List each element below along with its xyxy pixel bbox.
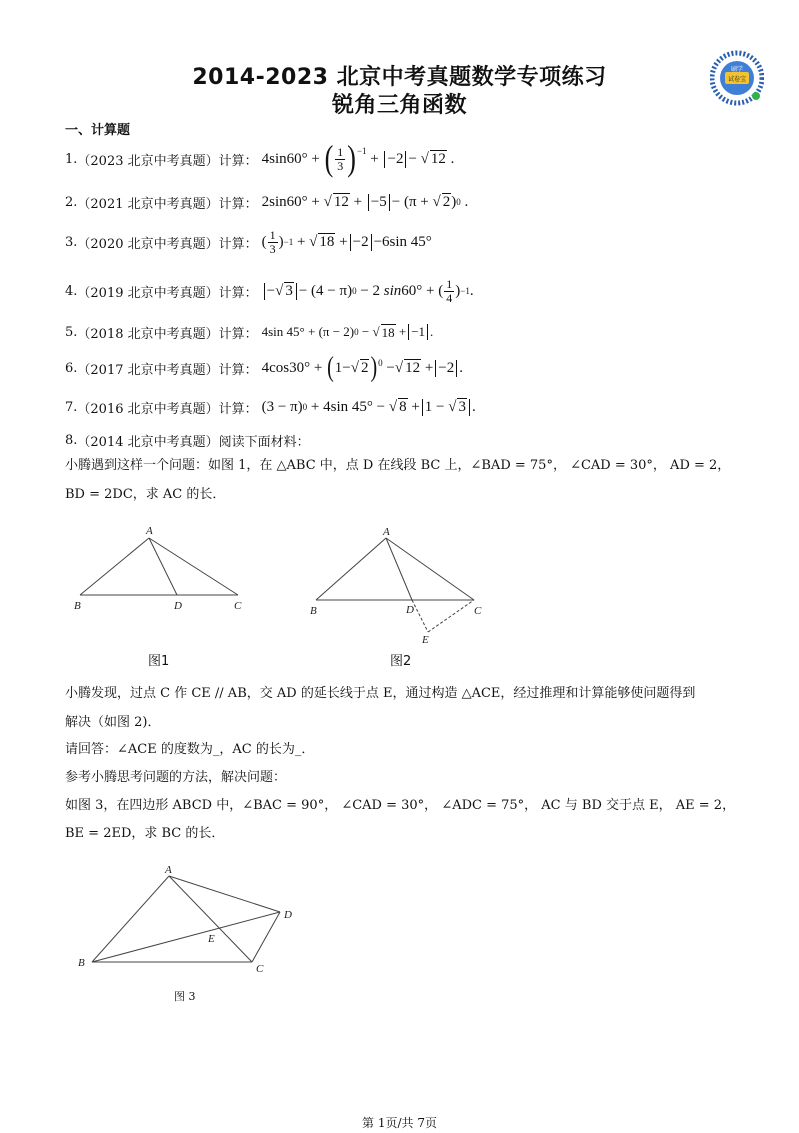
question-source: （2014 北京中考真题）阅读下面材料：: [77, 434, 310, 450]
label-E: E: [422, 634, 429, 646]
document-title-line2: 锐角三角函数: [331, 93, 467, 118]
question-source: （2019 北京中考真题）计算：: [77, 285, 258, 301]
label-B: B: [310, 605, 317, 617]
qr-code-badge[interactable]: [710, 48, 764, 112]
math-expression: −√ 3 − (4 − π) 0 − 2 sin 60° + ( $\frac{1}{4}$ ) −1 .: [262, 278, 474, 305]
question-3: [65, 227, 432, 257]
question-number: 7.: [65, 399, 78, 415]
label-A: A: [165, 864, 172, 876]
question-source: （2021 北京中考真题）计算：: [77, 196, 258, 212]
question-source: （2023 北京中考真题）计算：: [77, 153, 258, 169]
label-A: A: [383, 526, 390, 538]
figure-2: [306, 522, 506, 652]
label-D: D: [284, 909, 292, 921]
q8-paragraph-5a: 如图 3，在四边形 ABCD 中，∠BAC = 90°， ∠CAD = 30°， ∠ADC = 75°， AC 与 BD 交于点 E， AE = 2，: [65, 798, 736, 813]
question-source: （2016 北京中考真题）计算：: [77, 401, 258, 417]
math-expression: ( $\frac{1}{3}$ ) −1 + √ 18 + −2 −6sin 45°: [261, 227, 432, 256]
label-A: A: [146, 525, 153, 537]
section-heading: 一、计算题: [65, 123, 131, 138]
figure-2-caption: 图2: [390, 654, 412, 669]
q8-paragraph-2b: 解决（如图 2)．: [65, 715, 161, 730]
label-D: D: [174, 600, 182, 612]
question-number: 5.: [65, 324, 78, 340]
q8-paragraph-3: 请回答：∠ACE 的度数为_，AC 的长为_．: [65, 742, 315, 757]
q8-paragraph-4: 参考小腾思考问题的方法，解决问题：: [65, 770, 287, 785]
svg-text:刷学: 刷学: [730, 66, 744, 73]
question-source: （2018 北京中考真题）计算：: [77, 326, 258, 342]
svg-text:试卷宝: 试卷宝: [727, 76, 747, 83]
question-number: 8.: [65, 432, 78, 448]
label-C: C: [256, 963, 264, 975]
question-number: 4.: [65, 283, 78, 299]
label-B: B: [74, 600, 81, 612]
q8-paragraph-1a: 小腾遇到这样一个问题：如图 1，在 △ABC 中，点 D 在线段 BC 上，∠BAD = 75°， ∠CAD = 30°， AD = 2，: [65, 458, 731, 473]
label-E: E: [208, 933, 215, 945]
q8-paragraph-1b: BD = 2DC，求 AC 的长．: [65, 487, 226, 502]
question-6: [65, 353, 463, 383]
math-expression: (3 − π) 0 + 4sin 45° − √ 8 + 1 − √ 3 .: [261, 398, 476, 415]
question-5: [65, 317, 433, 347]
label-D: D: [406, 604, 414, 616]
label-C: C: [234, 600, 242, 612]
question-number: 6.: [65, 360, 78, 376]
page-footer: 第 1页/共 7页: [362, 1116, 437, 1130]
math-expression: 4sin60° + ( $\frac{1}{3}$ ) $^{-1}$ + −2 − √ 12 .: [261, 138, 455, 179]
question-7: [65, 392, 476, 422]
figure-3: [72, 860, 312, 980]
document-title-line1: 2014-2023 北京中考真题数学专项练习: [192, 65, 607, 90]
q8-paragraph-2a: 小腾发现，过点 C 作 CE // AB，交 AD 的延长线于点 E，通过构造 △ACE，经过推理和计算能够使问题得到: [65, 686, 696, 701]
figure-1: [70, 522, 260, 617]
math-expression: 4sin 45° + (π − 2) 0 − √ 18 + −1 .: [261, 324, 434, 340]
question-4: [65, 276, 474, 306]
q8-paragraph-5b: BE = 2ED，求 BC 的长．: [65, 826, 225, 841]
math-expression: 2sin60° + √ 12 + −5 − (π + √ 2 ) 0 .: [261, 193, 469, 210]
question-number: 3.: [65, 234, 78, 250]
question-number: 2.: [65, 194, 78, 210]
label-B: B: [78, 957, 85, 969]
figure-1-caption: 图1: [148, 654, 170, 669]
figure-3-caption: 图 3: [174, 990, 196, 1003]
question-source: （2020 北京中考真题）计算：: [77, 236, 258, 252]
label-C: C: [474, 605, 482, 617]
question-1: [65, 138, 455, 179]
question-number: 1.: [65, 151, 78, 167]
math-expression: 4cos30° + ( 1−√ 2 ) $^0$ −√ 12 + −2 .: [261, 351, 464, 383]
question-8: [65, 425, 314, 455]
question-2: [65, 187, 468, 217]
question-source: （2017 北京中考真题）计算：: [77, 362, 258, 378]
